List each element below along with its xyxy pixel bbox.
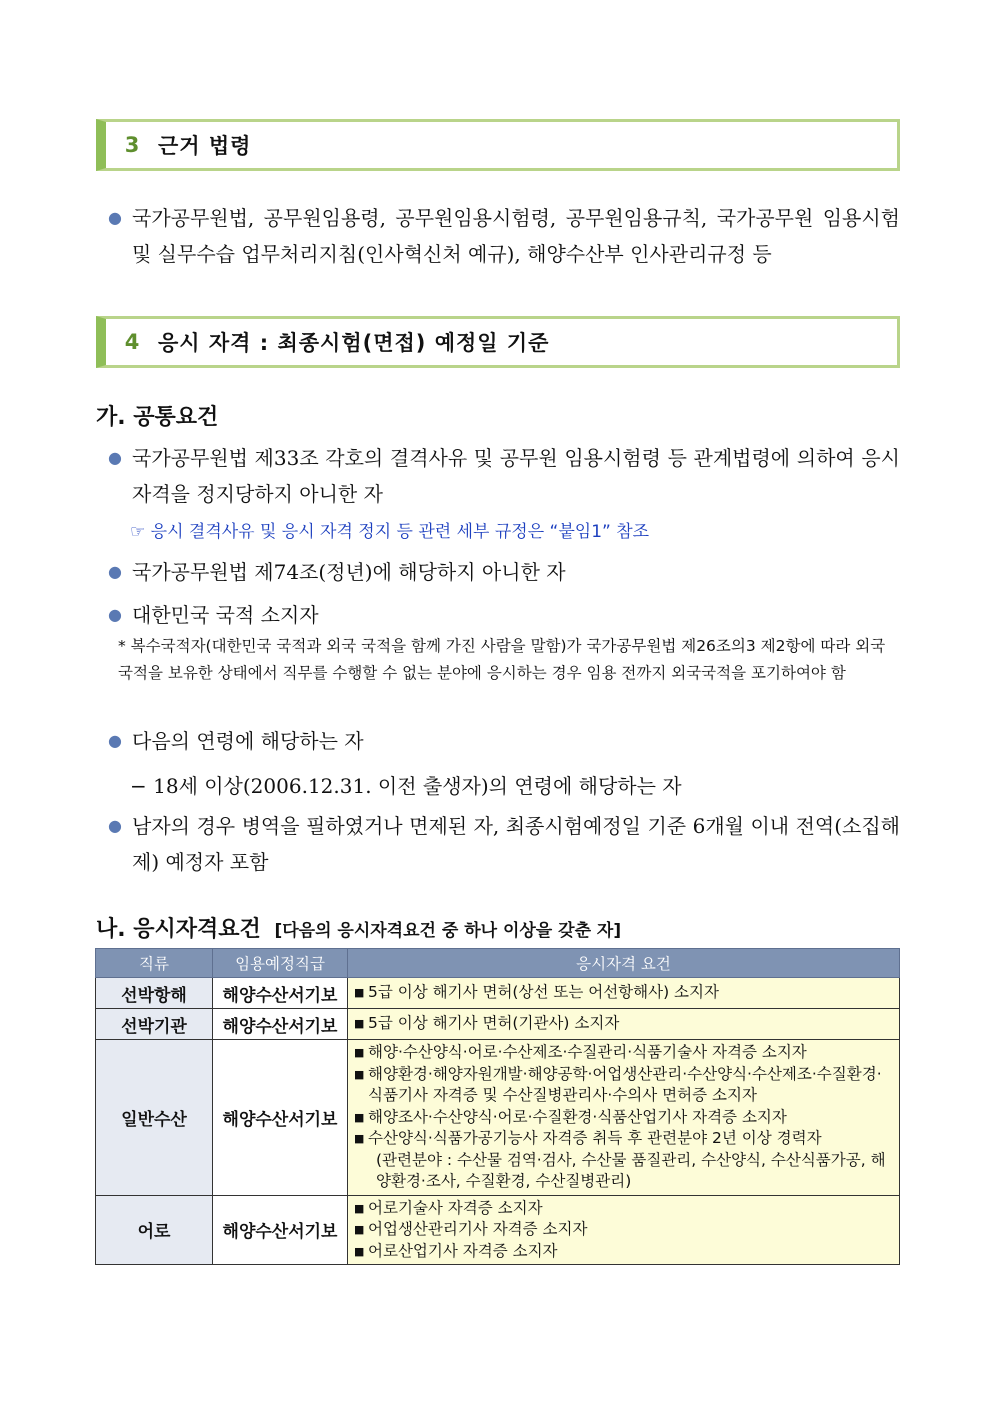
bullet-text: 국가공무원법, 공무원임용령, 공무원임용시험령, 공무원임용규칙, 국가공무원 임용시험 및 실무수습 업무처리지침(인사혁신처 예규), 해양수산부 인사관리규정 등 [132, 206, 900, 266]
section-4-number: 4 [124, 330, 140, 354]
column-header-job: 직류 [96, 949, 213, 978]
square-bullet-icon: ■ [354, 1201, 365, 1215]
grade-cell: 해양수산서기보 [213, 1195, 348, 1265]
grade-cell: 해양수산서기보 [213, 1040, 348, 1196]
section-3-title: 근거 법령 [158, 134, 252, 158]
requirement-note: (관련분야 : 수산물 검역·검사, 수산물 품질관리, 수산양식, 수산식품가공, 해양환경·조사, 수질환경, 수산질병관리) [376, 1150, 886, 1190]
bullet-icon: ● [108, 208, 122, 227]
bullet-icon: ● [108, 562, 122, 581]
square-bullet-icon: ■ [354, 1223, 365, 1236]
column-header-grade: 임용예정직급 [213, 949, 348, 978]
column-header-requirements: 응시자격 요건 [348, 949, 900, 978]
square-bullet-icon: ■ [354, 1067, 365, 1081]
requirement-item: ■ 해양·수산양식·어로·수산제조·수질관리·식품기술사 자격증 소지자 [354, 1042, 893, 1064]
job-cell: 선박기관 [96, 1009, 213, 1040]
common-item-2 [108, 554, 900, 590]
grade-cell: 해양수산서기보 [213, 978, 348, 1009]
square-bullet-icon: ■ [354, 1132, 365, 1145]
job-cell: 일반수산 [96, 1040, 213, 1196]
requirement-item: ■ 5급 이상 해기사 면허(상선 또는 어선항해사) 소지자 [354, 982, 893, 1004]
common-item-5 [108, 808, 900, 880]
common-item-1 [108, 440, 900, 512]
common-item-4 [108, 723, 900, 759]
qualification-heading-title: 나. 응시자격요건 [96, 917, 261, 942]
qualification-heading-note: [다음의 응시자격요건 중 하나 이상을 갖춘 자] [274, 921, 622, 941]
requirement-item: ■ 어로산업기사 자격증 소지자 [354, 1241, 893, 1263]
common-item-3-note: * 복수국적자(대한민국 국적과 외국 국적을 함께 가진 사람을 말함)가 국가공무원법 제26조의3 제2항에 따라 외국국적을 보유한 상태에서 직무를 수행할 수 없는 분야에 응시하는 경우 임용 전까지 외국국적을 포기하여야 함 [118, 637, 886, 682]
bullet-icon: ● [108, 448, 122, 467]
section-3-bullet [108, 200, 900, 272]
requirements-cell [348, 1009, 900, 1040]
common-item-4-sub: − 18세 이상(2006.12.31. 이전 출생자)의 연령에 해당하는 자 [130, 774, 682, 798]
bullet-icon: ● [108, 731, 122, 750]
table-row [96, 1195, 900, 1265]
requirement-item: ■ 5급 이상 해기사 면허(기관사) 소지자 [354, 1013, 893, 1035]
square-bullet-icon: ■ [354, 1110, 365, 1124]
qualification-table [95, 948, 900, 1265]
bullet-text: 다음의 연령에 해당하는 자 [132, 729, 364, 753]
common-heading: 가. 공통요건 [96, 405, 219, 430]
table-row [96, 1009, 900, 1040]
requirements-cell [348, 1195, 900, 1265]
square-bullet-icon: ■ [354, 1017, 365, 1031]
section-4-header [96, 316, 900, 368]
qualification-heading [96, 912, 621, 943]
square-bullet-icon: ■ [354, 1244, 365, 1258]
requirement-item: ■ 해양환경·해양자원개발·해양공학·어업생산관리·수산양식·수산제조·수질환경·식품기사 자격증 및 수산질병관리사·수의사 면허증 소지자 [354, 1064, 882, 1104]
section-3-header [96, 119, 900, 171]
common-item-3 [108, 597, 900, 633]
requirement-item: ■ 수산양식·식품가공기능사 자격증 취득 후 관련분야 2년 이상 경력자 [354, 1128, 893, 1150]
bullet-text: 국가공무원법 제33조 각호의 결격사유 및 공무원 임용시험령 등 관계법령에 의하여 응시 자격을 정지당하지 아니한 자 [132, 446, 900, 506]
bullet-icon: ● [108, 816, 122, 835]
common-item-1-note: ☞ 응시 결격사유 및 응시 자격 정지 등 관련 세부 규정은 “붙임1” 참조 [130, 522, 650, 542]
bullet-text: 국가공무원법 제74조(정년)에 해당하지 아니한 자 [132, 560, 566, 584]
table-row [96, 978, 900, 1009]
section-3-number: 3 [124, 133, 140, 157]
job-cell: 어로 [96, 1195, 213, 1265]
grade-cell: 해양수산서기보 [213, 1009, 348, 1040]
table-row [96, 1040, 900, 1196]
bullet-text: 대한민국 국적 소지자 [132, 603, 319, 627]
square-bullet-icon: ■ [354, 1046, 365, 1059]
requirements-cell [348, 1040, 900, 1196]
bullet-icon: ● [108, 605, 122, 624]
requirement-item: ■ 어로기술사 자격증 소지자 [354, 1198, 893, 1220]
requirements-cell [348, 978, 900, 1009]
table-header-row [96, 949, 900, 978]
job-cell: 선박항해 [96, 978, 213, 1009]
requirement-item: ■ 해양조사·수산양식·어로·수질환경·식품산업기사 자격증 소지자 [354, 1107, 893, 1129]
section-4-title: 응시 자격 : 최종시험(면접) 예정일 기준 [158, 331, 550, 355]
bullet-text: 남자의 경우 병역을 필하였거나 면제된 자, 최종시험예정일 기준 6개월 이내 전역(소집해제) 예정자 포함 [132, 814, 900, 874]
requirement-item: ■ 어업생산관리기사 자격증 소지자 [354, 1219, 893, 1241]
square-bullet-icon: ■ [354, 986, 365, 1000]
